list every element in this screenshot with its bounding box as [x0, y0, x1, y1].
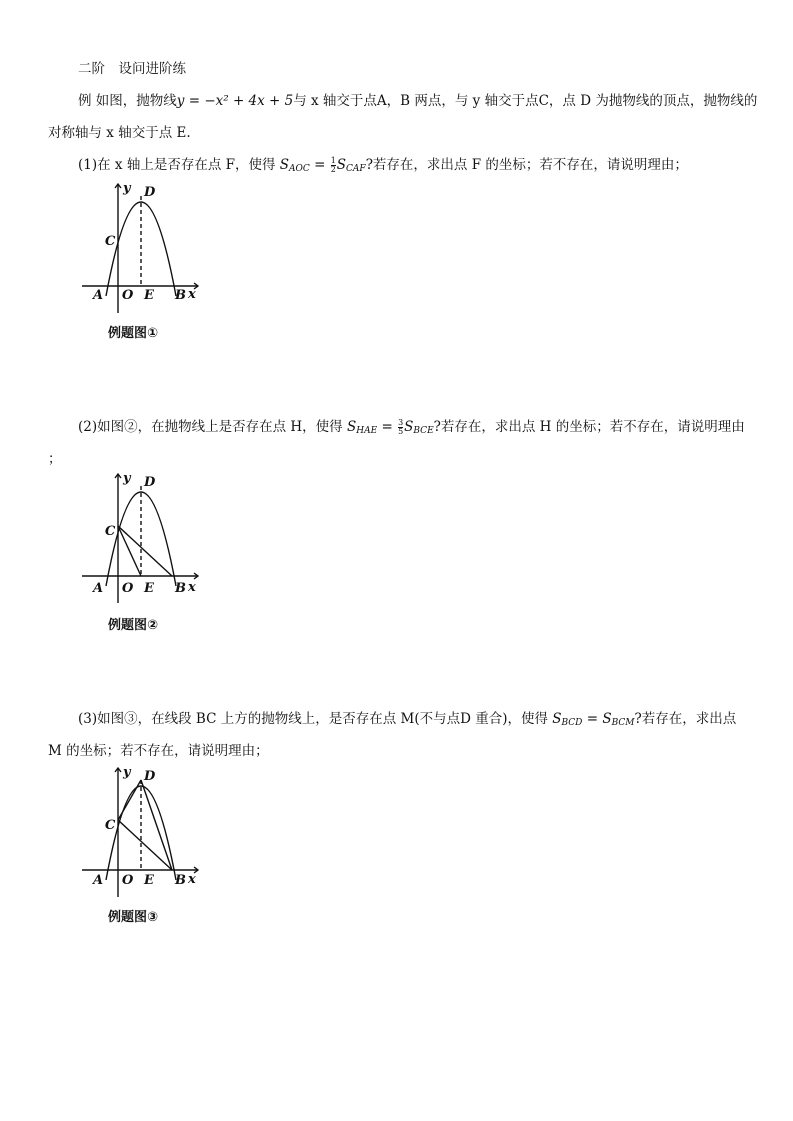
- q1-post: ?若存在，求出点 F 的坐标；若不存在，请说明理由；: [365, 157, 688, 173]
- example-prefix: 例 如图，抛物线: [78, 93, 177, 109]
- svg-text:E: E: [144, 581, 154, 596]
- figure-1-caption: 例题图①: [108, 326, 159, 341]
- question-2-line-2: ；: [48, 451, 62, 467]
- figure-2-caption: 例题图②: [108, 618, 159, 633]
- figure-3-caption: 例题图③: [108, 910, 159, 925]
- svg-text:C: C: [105, 234, 116, 249]
- svg-text:O: O: [122, 581, 134, 596]
- question-3-line-2: M 的坐标；若不存在，请说明理由；: [48, 743, 269, 759]
- svg-text:D: D: [144, 769, 156, 784]
- q3-post: ?若存在，求出点: [634, 711, 737, 727]
- question-2-text: (2)如图②，在抛物线上是否存在点 H，使得 $S_{HAE}$ = $\frac{3}{5}$ $S_{BCE}$?若存在，求出点 H 的坐标；若不存在，请说明理由: [78, 418, 745, 436]
- q1-fraction: $\frac{1}{2}$: [330, 156, 336, 174]
- parabola-equation: y = −x² + 4x + 5: [176, 93, 294, 109]
- example-line-2: 对称轴与 x 轴交于点 E.: [48, 125, 191, 141]
- example-suffix: 与 x 轴交于点A，B 两点，与 y 轴交于点C，点 D 为抛物线的顶点，抛物线的: [293, 93, 758, 109]
- svg-text:B: B: [175, 581, 186, 596]
- svg-text:y: y: [123, 471, 131, 486]
- svg-text:C: C: [105, 818, 116, 833]
- svg-text:x: x: [188, 872, 196, 887]
- question-3-text: (3)如图③，在线段 BC 上方的抛物线上，是否存在点 M(不与点D 重合)，使得 $S_{BCD} = S_{BCM}$?若存在，求出点: [78, 711, 737, 728]
- svg-text:B: B: [175, 873, 186, 888]
- q2-post: ?若存在，求出点 H 的坐标；若不存在，请说明理由: [433, 419, 745, 435]
- svg-text:O: O: [122, 873, 134, 888]
- svg-text:x: x: [188, 580, 196, 595]
- svg-text:x: x: [188, 287, 196, 302]
- svg-text:B: B: [175, 288, 186, 303]
- section-heading: 二阶 设问进阶练: [78, 61, 186, 77]
- q2-fraction: $\frac{3}{5}$: [398, 418, 404, 436]
- svg-text:D: D: [144, 185, 156, 200]
- q3-pre: (3)如图③，在线段 BC 上方的抛物线上，是否存在点 M(不与点D 重合)，使得: [78, 711, 548, 727]
- figure-2: [78, 468, 208, 612]
- svg-text:A: A: [93, 581, 104, 596]
- svg-text:y: y: [123, 181, 131, 196]
- svg-text:D: D: [144, 475, 156, 490]
- svg-text:E: E: [144, 288, 154, 303]
- svg-text:A: A: [93, 873, 104, 888]
- svg-text:A: A: [93, 288, 104, 303]
- figure-3: [78, 762, 208, 906]
- svg-text:O: O: [122, 288, 134, 303]
- example-line-1: [78, 92, 757, 110]
- q1-pre: (1)在 x 轴上是否存在点 F，使得: [78, 157, 276, 173]
- q2-pre: (2)如图②，在抛物线上是否存在点 H，使得: [78, 419, 343, 435]
- figure-1: [78, 178, 208, 322]
- svg-text:E: E: [144, 873, 154, 888]
- svg-text:C: C: [105, 524, 116, 539]
- question-1-text: (1)在 x 轴上是否存在点 F，使得 $S_{AOC}$ = $\frac{1}{2}$ $S_{CAF}$?若存在，求出点 F 的坐标；若不存在，请说明理由；: [78, 156, 688, 174]
- svg-text:y: y: [123, 765, 131, 780]
